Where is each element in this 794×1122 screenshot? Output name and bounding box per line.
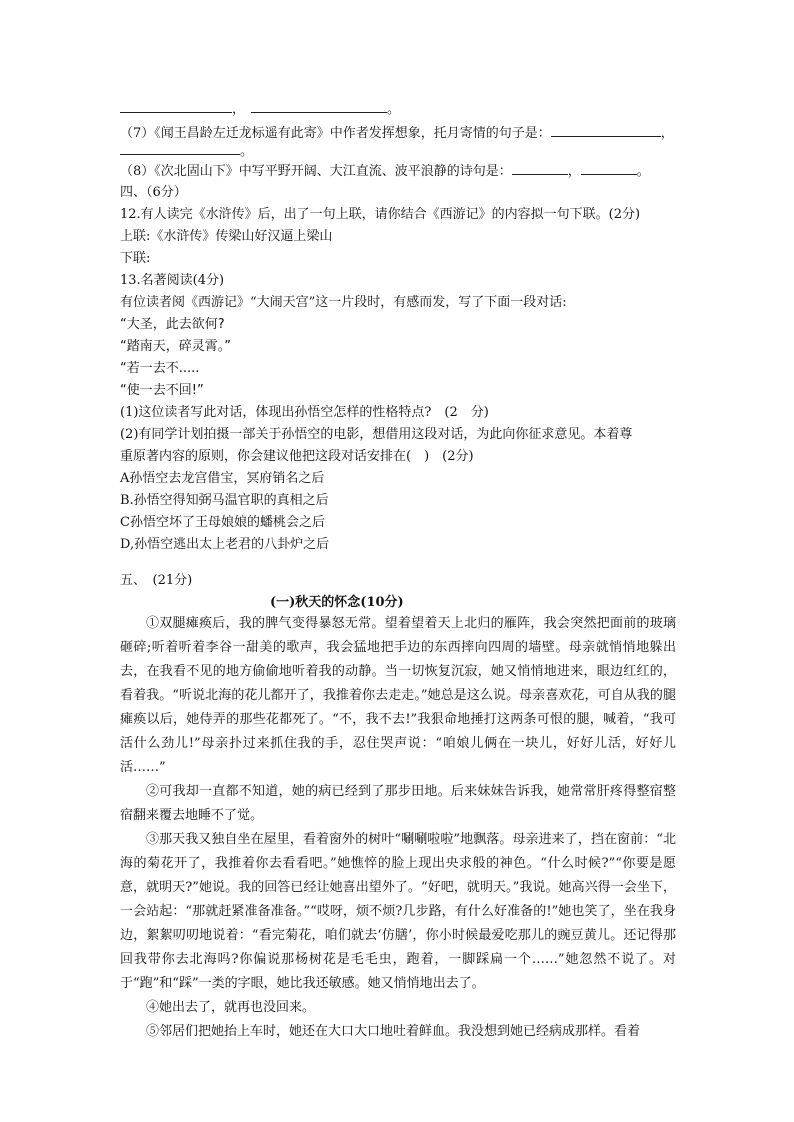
answer-blank[interactable] <box>512 162 568 175</box>
question-13-1: (1)这位读者写此对话，体现出孙悟空怎样的性格特点? (2 分) <box>120 405 489 420</box>
question-13: 13.名著阅读(4分) <box>120 273 225 288</box>
article-body <box>120 612 676 1044</box>
paragraph-4: ④她出去了，就再也没回来。 <box>146 1000 316 1015</box>
option-c: C孙悟空坏了王母娘娘的蟠桃会之后 <box>120 515 325 530</box>
answer-blank[interactable] <box>251 100 387 113</box>
option-b: B.孙悟空得知弼马温官职的真相之后 <box>120 493 329 508</box>
paragraph-1: ①双腿瘫痪后，我的脾气变得暴怒无常。望着望着天上北归的雁阵，我会突然把面前的玻璃砸碎;听着听着李谷一甜美的歌声，我会猛地把手边的东西摔向四周的墙壁。母亲就悄悄地躲出去，在我看不见的地方偷偷地听着我的动静。当一切恢复沉寂，她又悄悄地进来，眼边红红的，看着我。“听说北海的花儿都开了，我推着你去走走。”她总是这么说。母亲喜欢花，可自从我的腿瘫痪以后，她侍弄的那些花都死了。“不，我不去!”我狠命地捶打这两条可恨的腿，喊着，“我可活什么劲儿!”母亲扑过来抓住我的手，忍住哭声说：“咱娘儿俩在一块儿，好好儿活，好好儿活……” <box>120 616 676 775</box>
dialog-line: “若一去不..... <box>120 361 200 376</box>
question-13-2-continued: 重原著内容的原则，你会建议他把这段对话安排在( ) (2分) <box>120 449 474 464</box>
section-4-heading: 四、（6分） <box>120 185 187 200</box>
article-title: (一)秋天的怀念(10分) <box>270 595 404 610</box>
option-a: A孙悟空去龙宫借宝，冥府销名之后 <box>120 471 325 486</box>
dialog-line: “踏南天，碎灵霄。” <box>120 339 231 354</box>
answer-blank[interactable] <box>120 100 232 113</box>
answer-blank[interactable] <box>551 124 661 137</box>
question-12: 12.有人读完《水浒传》后，出了一句上联，请你结合《西游记》的内容拟一句下联。(2分) <box>120 207 641 222</box>
question-13-intro: 有位读者阅《西游记》“大闹天宫”这一片段时，有感而发，写了下面一段对话: <box>120 295 567 310</box>
dialog-line: “使一去不回!” <box>120 383 204 398</box>
question-12-upper: 上联:《水浒传》传梁山好汉逼上梁山 <box>120 229 333 244</box>
answer-line-1: ， 。 <box>120 100 400 119</box>
question-7-continued: 。 <box>120 142 253 161</box>
question-8: （8）《次北固山下》中写平野开阔、大江直流、波平浪静的诗句是： ， 。 <box>120 164 650 179</box>
dialog-line: “大圣，此去欲何? <box>120 317 225 332</box>
paragraph-2: ②可我却一直都不知道，她的病已经到了那步田地。后来妹妹告诉我，她常常肝疼得整宿整宿翻来覆去地睡不了觉。 <box>120 784 676 823</box>
option-d: D,孙悟空逃出太上老君的八卦炉之后 <box>120 537 330 552</box>
question-13-2: (2)有同学计划拍摄一部关于孙悟空的电影，想借用这段对话，为此向你征求意见。本着尊 <box>120 427 633 442</box>
section-5-heading: 五、 (21分) <box>120 573 193 588</box>
answer-blank[interactable] <box>581 162 637 175</box>
paragraph-3: ③那天我又独自坐在屋里，看着窗外的树叶“唰唰啦啦”地飘落。母亲进来了，挡在窗前：“北海的菊花开了，我推着你去看看吧。”她憔悴的脸上现出央求般的神色。“什么时候?”“你要是愿意，就明天?”她说。我的回答已经让她喜出望外了。“好吧，就明天。”我说。她高兴得一会坐下，一会站起：“那就赶紧准备准备。”“哎呀，烦不烦?几步路，有什么好准备的!”她也笑了，坐在我身边，絮絮叨叨地说着：“看完菊花，咱们就去‘仿膳’，你小时候最爱吃那儿的豌豆黄儿。还记得那回我带你去北海吗?你偏说那杨树花是毛毛虫，跑着，一脚踩扁一个……”她忽然不说了。对于“跑”和“踩”一类的字眼，她比我还敏感。她又悄悄地出去了。 <box>120 832 676 991</box>
question-12-lower: 下联: <box>120 251 151 266</box>
answer-blank[interactable] <box>120 142 240 155</box>
paragraph-5: ⑤邻居们把她抬上车时，她还在大口大口地吐着鲜血。我没想到她已经病成那样。看着 <box>146 1024 641 1039</box>
question-7: （7）《闻王昌龄左迁龙标遥有此寄》中作者发挥想象，托月寄情的句子是： ， <box>120 126 674 141</box>
